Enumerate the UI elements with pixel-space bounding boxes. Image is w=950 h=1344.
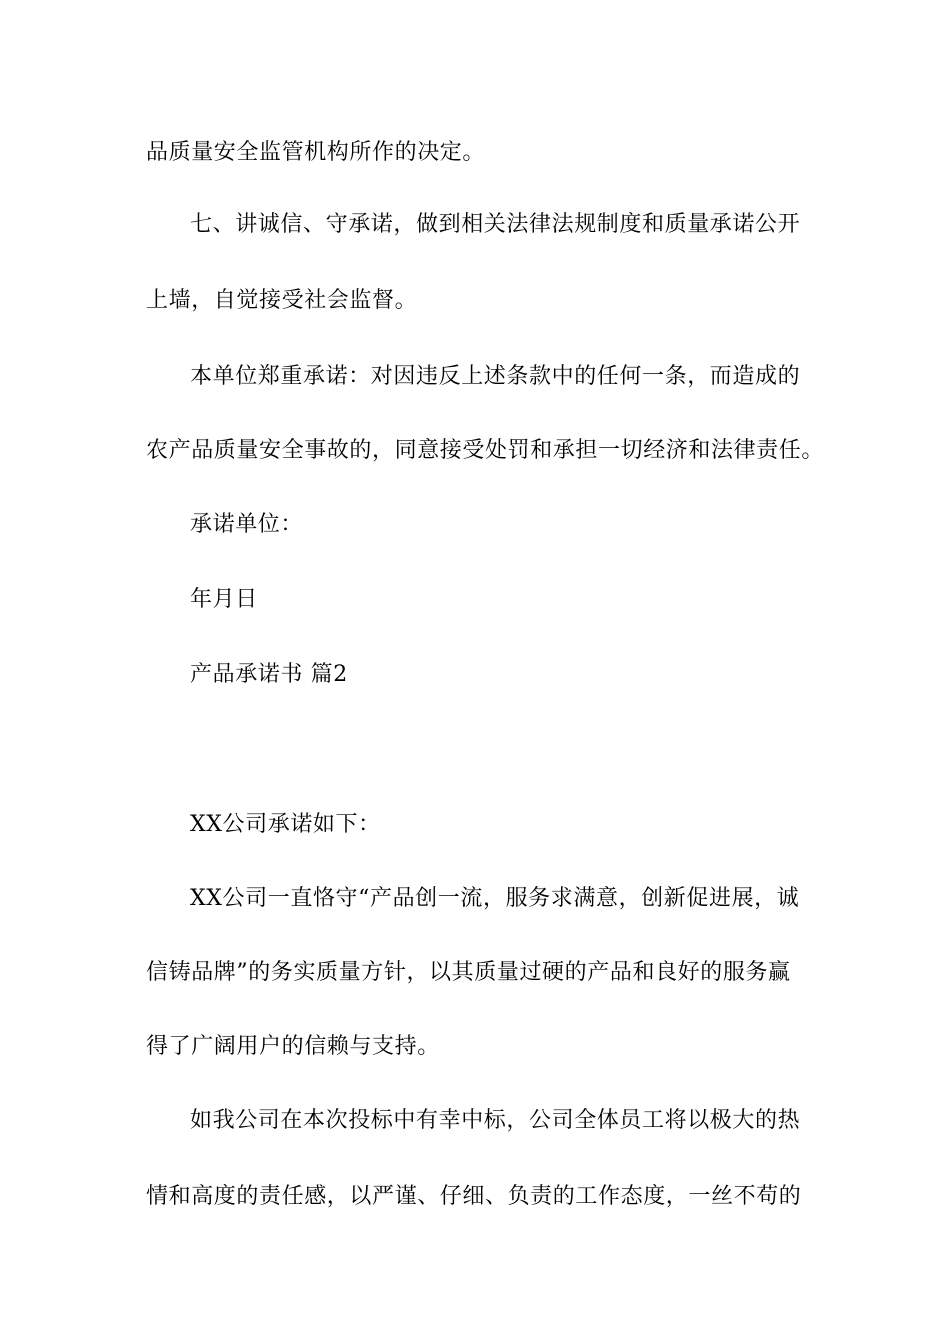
date-label: 年月日: [190, 587, 258, 612]
paragraph-line: XX公司一直恪守“产品创一流，服务求满意，创新促进展，诚: [190, 886, 800, 911]
signature-unit-label: 承诺单位：: [190, 512, 304, 537]
section-heading: 产品承诺书 篇2: [190, 662, 348, 687]
paragraph-line: 农产品质量安全事故的，同意接受处罚和承担一切经济和法律责任。: [146, 438, 825, 463]
paragraph-line: 七、讲诚信、守承诺，做到相关法律法规制度和质量承诺公开: [190, 212, 801, 237]
paragraph-line: 品质量安全监管机构所作的决定。: [146, 140, 486, 165]
paragraph-line: 得了广阔用户的信赖与支持。: [146, 1034, 440, 1059]
paragraph-line: 情和高度的责任感，以严谨、仔细、负责的工作态度，一丝不苟的: [146, 1184, 802, 1209]
paragraph-line: 如我公司在本次投标中有幸中标，公司全体员工将以极大的热: [190, 1108, 801, 1133]
paragraph-line: 信铸品牌”的务实质量方针，以其质量过硬的产品和良好的服务赢: [146, 960, 791, 985]
paragraph-line: XX公司承诺如下：: [190, 812, 381, 837]
paragraph-line: 上墙，自觉接受社会监督。: [146, 288, 418, 313]
paragraph-line: 本单位郑重承诺：对因违反上述条款中的任何一条，而造成的: [190, 364, 801, 389]
